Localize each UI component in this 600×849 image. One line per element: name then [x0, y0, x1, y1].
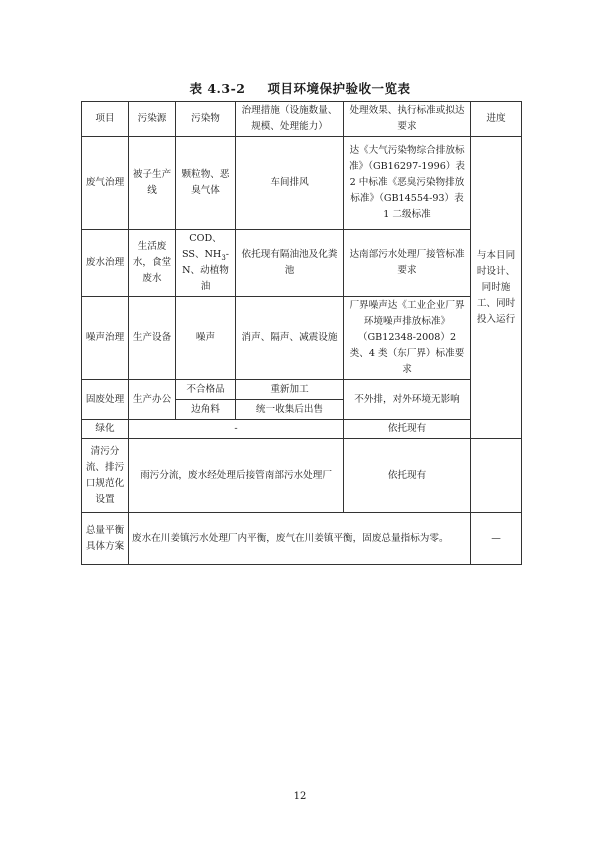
water-measure: 依托现有隔油池及化粪池 — [236, 230, 344, 297]
header-pollutant: 污染物 — [176, 102, 236, 137]
green-effect: 依托现有 — [344, 420, 471, 439]
water-pollutant-b: -N、动植物油 — [182, 249, 230, 292]
gas-item: 废气治理 — [82, 137, 129, 230]
solid-item: 固废处理 — [82, 380, 129, 420]
noise-pollutant: 噪声 — [176, 297, 236, 380]
green-measure: - — [129, 420, 344, 439]
row-water — [82, 230, 522, 297]
noise-measure: 消声、隔声、减震设施 — [236, 297, 344, 380]
row-gas — [82, 137, 522, 230]
header-effect: 处理效果、执行标准或拟达要求 — [344, 102, 471, 137]
rain-progress — [471, 439, 522, 513]
noise-item: 噪声治理 — [82, 297, 129, 380]
rain-effect: 依托现有 — [344, 439, 471, 513]
row-solid-1 — [82, 380, 522, 400]
progress-cell: 与本目同时设计、同时施工、同时投入运行 — [471, 137, 522, 439]
gas-effect: 达《大气污染物综合排放标准》（GB16297-1996）表 2 中标准《恶臭污染物排放标准》（GB14554-93）表 1 二级标准 — [344, 137, 471, 230]
noise-effect: 厂界噪声达《工业企业厂界环境噪声排放标准》（GB12348-2008）2 类、4 类（东厂界）标准要求 — [344, 297, 471, 380]
water-pollutant — [176, 230, 236, 297]
water-effect: 达南部污水处理厂接管标准要求 — [344, 230, 471, 297]
noise-source: 生产设备 — [129, 297, 176, 380]
header-row — [82, 102, 522, 137]
gas-measure: 车间排风 — [236, 137, 344, 230]
total-progress: — — [471, 513, 522, 565]
green-item: 绿化 — [82, 420, 129, 439]
water-source: 生活废水，食堂废水 — [129, 230, 176, 297]
header-progress: 进度 — [471, 102, 522, 137]
gas-pollutant: 颗粒物、恶臭气体 — [176, 137, 236, 230]
solid-measure-2: 统一收集后出售 — [236, 400, 344, 420]
solid-pollutant-2: 边角料 — [176, 400, 236, 420]
water-pollutant-a: COD、SS、NH — [181, 233, 222, 260]
page-number: 12 — [293, 791, 307, 802]
header-item: 项目 — [82, 102, 129, 137]
solid-pollutant-1: 不合格品 — [176, 380, 236, 400]
water-pollutant-sub: 3 — [221, 253, 226, 262]
solid-measure-1: 重新加工 — [236, 380, 344, 400]
acceptance-table — [81, 101, 522, 565]
table-number: 表 4.3-2 — [189, 81, 246, 96]
header-source: 污染源 — [129, 102, 176, 137]
total-content: 废水在川姜镇污水处理厂内平衡，废气在川姜镇平衡，固废总量指标为零。 — [129, 513, 471, 565]
row-rain — [82, 439, 522, 513]
row-total — [82, 513, 522, 565]
solid-source: 生产办公 — [129, 380, 176, 420]
rain-measure: 雨污分流，废水经处理后接管南部污水处理厂 — [129, 439, 344, 513]
table-title — [0, 79, 600, 97]
row-noise — [82, 297, 522, 380]
table-name: 项目环境保护验收一览表 — [267, 81, 411, 96]
row-green — [82, 420, 522, 439]
gas-source: 被子生产线 — [129, 137, 176, 230]
rain-item: 清污分流、排污口规范化设置 — [82, 439, 129, 513]
solid-effect: 不外排，对外环境无影响 — [344, 380, 471, 420]
header-measures: 治理措施（设施数量、规模、处理能力） — [236, 102, 344, 137]
water-item: 废水治理 — [82, 230, 129, 297]
total-item: 总量平衡具体方案 — [82, 513, 129, 565]
